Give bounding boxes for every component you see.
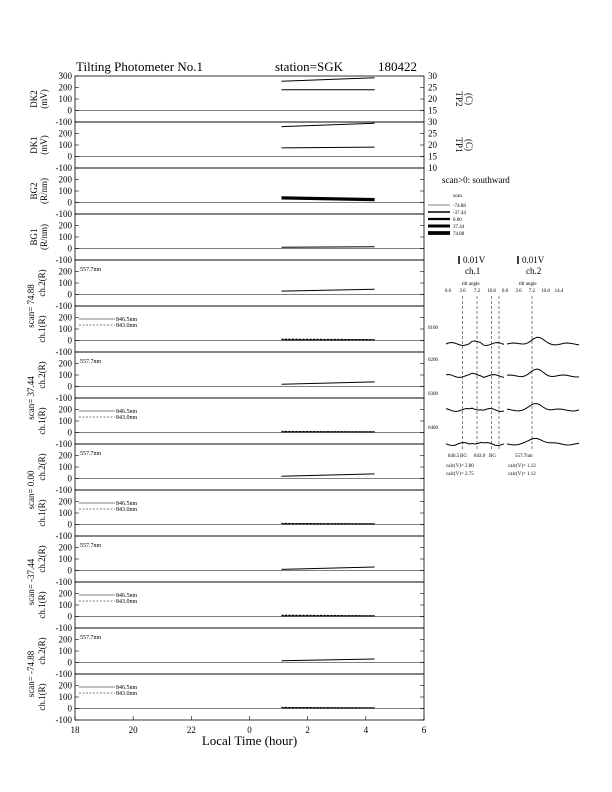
panel-bg2 [29, 168, 424, 219]
date-label: 180422 [378, 59, 417, 74]
panel-s3c2 [37, 444, 424, 495]
y-tick-label: 100 [58, 554, 72, 564]
ch2-tick-label: 3.6 [515, 289, 522, 294]
right-tick-label: 10 [428, 163, 437, 173]
y-tick-label: -100 [55, 255, 72, 265]
side-panel [428, 175, 579, 477]
panel-frame [75, 628, 424, 674]
panel-frame [75, 260, 424, 306]
y-axis-unit: (R/nm) [39, 224, 49, 250]
ch2-calc-label: calc(V)= 1.12 [508, 472, 536, 477]
ch2-tick-label: 10.8 [541, 289, 550, 294]
row-time-label: 0200 [428, 358, 438, 363]
ch2-label: ch.2 [526, 266, 542, 276]
y-tick-label: 0 [67, 151, 72, 162]
y-tick-label: 200 [58, 496, 72, 507]
x-tick-label: 22 [186, 725, 196, 735]
filter-label: 557.7nm [515, 454, 533, 459]
y-tick-label: 0 [67, 519, 72, 530]
panel-s2c1 [37, 398, 424, 449]
right-axis-unit: (C) [464, 139, 474, 151]
y-tick-label: 0 [67, 703, 72, 714]
ch2-tick-label: 14.4 [554, 289, 564, 294]
ch1-axis-title: tilt angle [462, 282, 480, 287]
panel-frame [75, 674, 424, 720]
x-tick-label: 6 [421, 725, 427, 735]
figure-title: Tilting Photometer No.1 [76, 59, 204, 74]
right-tick-label: 15 [428, 151, 437, 162]
panel-frame [75, 214, 424, 260]
series-line [282, 659, 375, 661]
channel-label: ch.2(R) [37, 545, 47, 573]
y-axis-label: DK1 [29, 136, 39, 154]
right-tick-label: 25 [428, 128, 437, 139]
panel-frame [75, 122, 424, 168]
y-tick-label: 100 [58, 508, 72, 518]
y-tick-label: 200 [58, 82, 72, 93]
scan-legend-label: 0.00 [453, 218, 462, 223]
ch2-scan-curve [507, 404, 579, 411]
filter-label: BG [460, 454, 467, 459]
panel-s2c2 [37, 352, 424, 403]
series-line [282, 147, 375, 148]
panel-frame [75, 536, 424, 582]
x-tick-label: 0 [247, 725, 252, 735]
scan-group-label: scan= -37.44 [26, 558, 36, 606]
y-tick-label: -100 [55, 393, 72, 403]
series-line [282, 198, 375, 200]
ch1-calc-label: calc(V)= 2.80 [446, 464, 474, 469]
y-tick-label: 100 [58, 600, 72, 610]
y-tick-label: 100 [58, 646, 72, 656]
panel-frame [75, 398, 424, 444]
y-tick-label: 200 [58, 266, 72, 277]
y-tick-label: 200 [58, 450, 72, 461]
filter-label: 846.5 [448, 454, 460, 459]
y-axis-label: BG2 [29, 182, 39, 200]
y-tick-label: 0 [67, 197, 72, 208]
scan-legend-title: scan [453, 194, 462, 199]
wavelength-label: 557.7nm [80, 359, 102, 365]
ch1-scan-curve [446, 442, 504, 445]
y-tick-label: -100 [55, 301, 72, 311]
panel-s5c2 [37, 628, 424, 679]
legend-label: 846.5nm [116, 501, 138, 507]
y-axis-label: BG1 [29, 228, 39, 246]
y-tick-label: 200 [58, 220, 72, 231]
y-tick-label: -100 [55, 485, 72, 495]
y-axis-label: DK2 [29, 90, 39, 108]
right-tick-label: 25 [428, 82, 437, 93]
figure-header [76, 59, 417, 74]
y-tick-label: 0 [67, 565, 72, 576]
panel-s4c1 [37, 582, 424, 633]
y-tick-label: -100 [55, 117, 72, 127]
panel-s3c1 [37, 490, 424, 541]
station-label: station=SGK [275, 59, 344, 74]
y-tick-label: 200 [58, 358, 72, 369]
ch1-calc-label: calc(V)= 2.75 [446, 472, 474, 477]
ch1-scale: 0.01V [463, 255, 486, 265]
y-tick-label: 100 [58, 278, 72, 288]
right-tick-label: 20 [428, 94, 437, 104]
panel-frame [75, 582, 424, 628]
legend-label: 846.5nm [116, 409, 138, 415]
ch1-tick-label: 10.8 [487, 289, 496, 294]
channel-label: ch.1(R) [37, 407, 47, 435]
y-tick-label: 0 [67, 243, 72, 254]
right-axis-unit: (C) [464, 93, 474, 105]
y-tick-label: 0 [67, 381, 72, 392]
series-line [282, 474, 375, 476]
y-tick-label: 100 [58, 324, 72, 334]
y-tick-label: 0 [67, 473, 72, 484]
x-axis-title: Local Time (hour) [201, 733, 298, 748]
series-line [282, 123, 375, 126]
channel-label: ch.2(R) [37, 453, 47, 481]
y-tick-label: 100 [58, 416, 72, 426]
scan-legend-label: -74.88 [453, 204, 466, 209]
legend-label: 846.5nm [116, 317, 138, 323]
legend-label: 843.0nm [116, 415, 138, 421]
ch1-tick-label: 3.6 [459, 289, 466, 294]
right-tick-label: 20 [428, 140, 437, 150]
y-tick-label: 200 [58, 128, 72, 139]
panel-frame [75, 352, 424, 398]
right-tick-label: 30 [428, 117, 437, 127]
y-tick-label: 100 [58, 692, 72, 702]
ch2-tick-label: 7.2 [528, 289, 536, 294]
y-tick-label: 300 [58, 71, 72, 81]
y-tick-label: 100 [58, 232, 72, 242]
ch2-scan-curve [507, 369, 579, 377]
y-tick-label: -100 [55, 439, 72, 449]
y-tick-label: 200 [58, 634, 72, 645]
ch1-label: ch.1 [465, 266, 481, 276]
ch2-scale: 0.01V [522, 255, 545, 265]
panel-frame [75, 490, 424, 536]
y-axis-unit: (mV) [39, 89, 49, 109]
series-line [282, 247, 375, 248]
y-tick-label: 200 [58, 404, 72, 415]
x-tick-label: 20 [128, 725, 138, 735]
y-tick-label: 100 [58, 186, 72, 196]
channel-label: ch.2(R) [37, 361, 47, 389]
panel-bg1 [29, 214, 424, 265]
y-tick-label: 200 [58, 680, 72, 691]
legend-label: 843.0nm [116, 507, 138, 513]
scan-legend-label: 37.44 [453, 225, 465, 230]
ch1-tick-label: 0.0 [444, 289, 452, 294]
scan-group-label: scan= -74.88 [26, 650, 36, 698]
ch1-scan-curve [446, 373, 504, 377]
series-line [282, 382, 375, 384]
x-tick-label: 18 [70, 725, 80, 735]
y-tick-label: -100 [55, 669, 72, 679]
legend-label: 843.0nm [116, 599, 138, 605]
y-tick-label: 0 [67, 657, 72, 668]
panel-dk1 [29, 117, 474, 173]
scan-legend-label: -37.44 [453, 211, 466, 216]
series-line [282, 78, 375, 82]
y-tick-label: 100 [58, 140, 72, 150]
panel-s1c2 [37, 260, 424, 311]
wavelength-label: 557.7nm [80, 543, 102, 549]
wavelength-label: 557.7nm [80, 267, 102, 273]
ch2-calc-label: calc(V)= 1.12 [508, 464, 536, 469]
ch2-scan-curve [507, 337, 579, 345]
y-tick-label: -100 [55, 623, 72, 633]
y-tick-label: 0 [67, 611, 72, 622]
scan-group-label: scan= 0.00 [26, 470, 36, 510]
panel-frame [75, 444, 424, 490]
y-tick-label: 100 [58, 462, 72, 472]
channel-label: ch.1(R) [37, 591, 47, 619]
y-tick-label: 200 [58, 542, 72, 553]
ch1-tick-label: 7.2 [473, 289, 481, 294]
legend-label: 843.0nm [116, 691, 138, 697]
ch2-scan-curve [507, 439, 579, 446]
y-tick-label: 200 [58, 312, 72, 323]
right-axis-label: TP2 [454, 91, 464, 107]
scan-group-label: scan= 74.88 [26, 284, 36, 328]
y-axis-unit: (R/nm) [39, 178, 49, 204]
legend-label: 846.5nm [116, 593, 138, 599]
y-tick-label: -100 [55, 531, 72, 541]
panel-frame [75, 168, 424, 214]
series-line [282, 567, 375, 569]
row-time-label: 0300 [428, 392, 438, 397]
y-tick-label: 0 [67, 289, 72, 300]
channel-label: ch.1(R) [37, 499, 47, 527]
right-tick-label: 30 [428, 71, 437, 81]
y-tick-label: 0 [67, 335, 72, 346]
legend-label: 843.0nm [116, 323, 138, 329]
right-tick-label: 15 [428, 105, 437, 116]
ch1-scan-curve [446, 341, 504, 346]
ch2-tick-label: 0.0 [501, 289, 509, 294]
y-tick-label: -100 [55, 347, 72, 357]
filter-label: BG [489, 454, 496, 459]
right-axis-label: TP1 [454, 137, 464, 153]
ch1-scan-curve [446, 408, 504, 411]
panel-s1c1 [37, 306, 424, 357]
y-tick-label: -100 [55, 715, 72, 725]
y-axis-unit: (mV) [39, 135, 49, 155]
channel-label: ch.2(R) [37, 637, 47, 665]
panel-frame [75, 306, 424, 352]
channel-label: ch.1(R) [37, 315, 47, 343]
y-tick-label: 0 [67, 105, 72, 116]
filter-label: 843.0 [474, 454, 486, 459]
scan-group-label: scan= 37.44 [26, 376, 36, 420]
y-tick-label: 100 [58, 370, 72, 380]
series-line [282, 289, 375, 291]
x-tick-label: 2 [305, 725, 310, 735]
y-tick-label: -100 [55, 163, 72, 173]
panel-frame [75, 76, 424, 122]
y-tick-label: 200 [58, 588, 72, 599]
wavelength-label: 557.7nm [80, 635, 102, 641]
legend-label: 846.5nm [116, 685, 138, 691]
channel-label: ch.2(R) [37, 269, 47, 297]
panel-stack [26, 71, 474, 725]
y-tick-label: 100 [58, 94, 72, 104]
row-time-label: 0400 [428, 426, 438, 431]
ch2-axis-title: tilt angle [519, 282, 537, 287]
scan-note: scan>0: southward [442, 175, 510, 185]
scan-legend-label: 74.88 [453, 232, 465, 237]
row-time-label: 0100 [428, 326, 438, 331]
wavelength-label: 557.7nm [80, 451, 102, 457]
channel-label: ch.1(R) [37, 683, 47, 711]
time-axis [71, 716, 427, 748]
panel-s4c2 [37, 536, 424, 587]
panel-dk2 [29, 71, 474, 127]
y-tick-label: 200 [58, 174, 72, 185]
x-tick-label: 4 [363, 725, 369, 735]
y-tick-label: -100 [55, 209, 72, 219]
y-tick-label: -100 [55, 577, 72, 587]
y-tick-label: 0 [67, 427, 72, 438]
